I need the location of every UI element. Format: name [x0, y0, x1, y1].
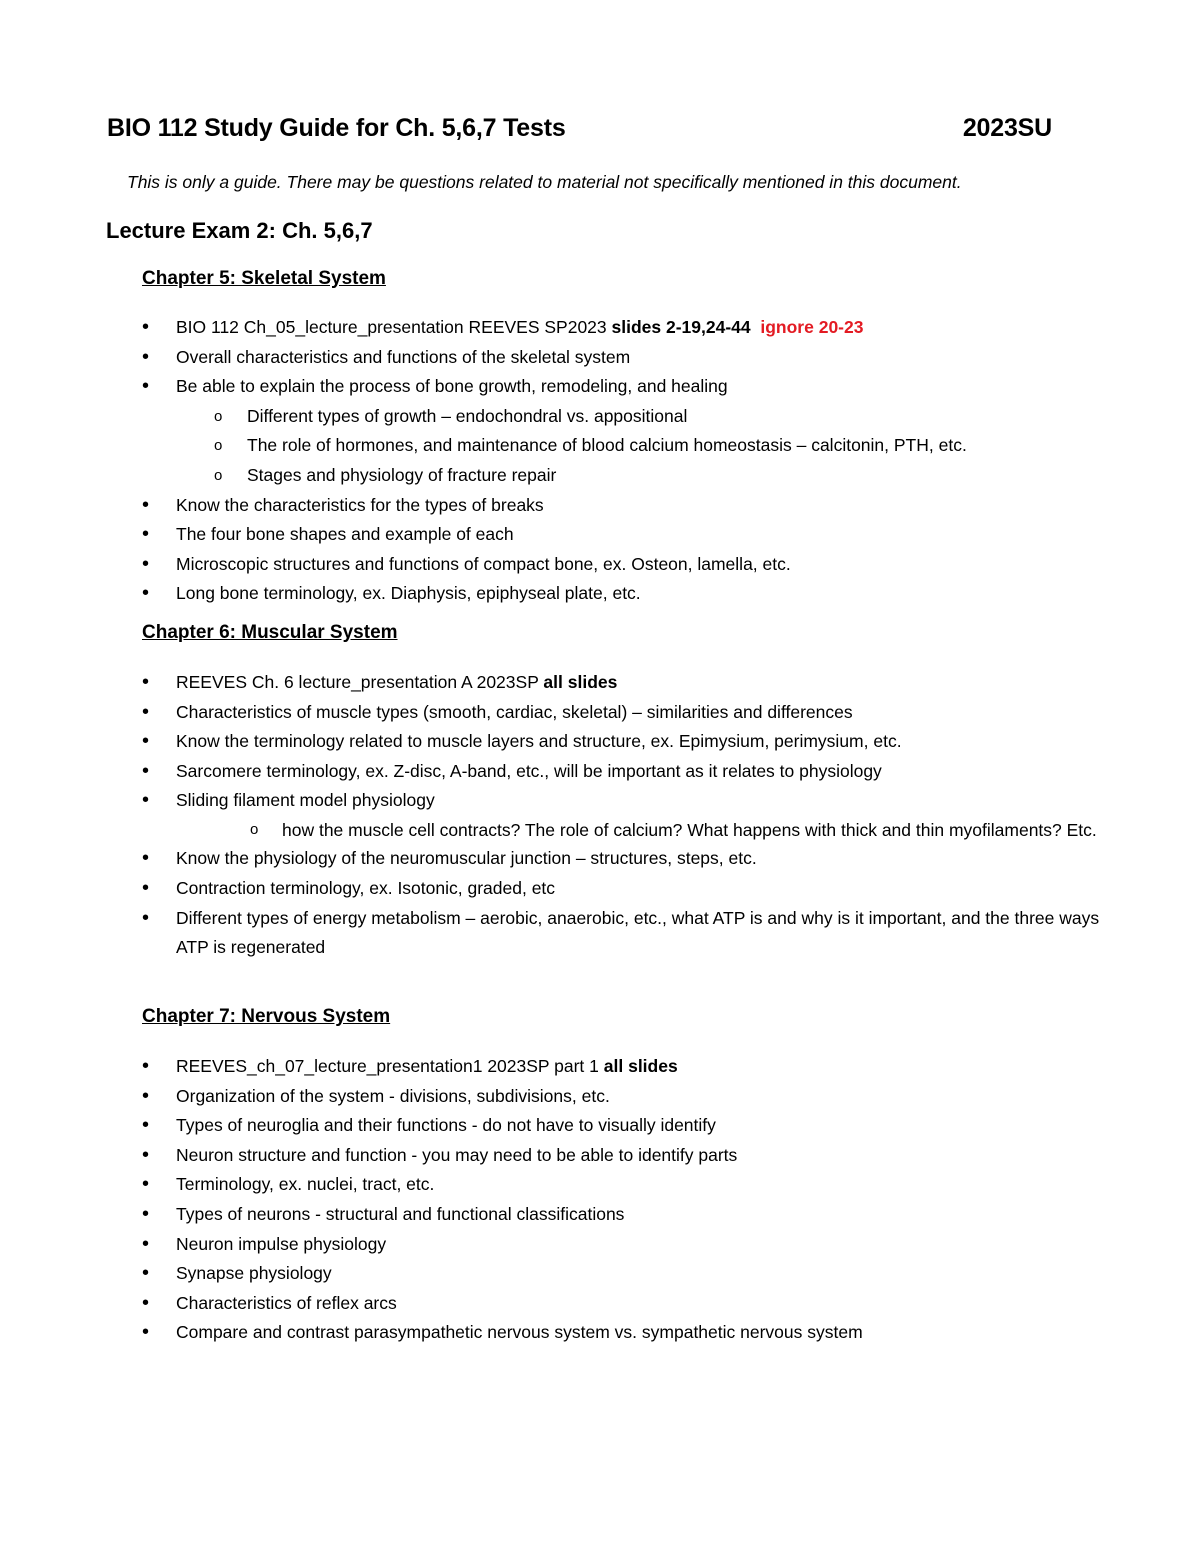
list-item: • Different types of energy metabolism – aerobic, anaerobic, etc., what ATP is and why is it important, and the three ways ATP is regenerated — [142, 904, 1102, 963]
term-label: 2023SU — [962, 114, 1052, 142]
exam-heading: Lecture Exam 2: Ch. 5,6,7 — [106, 218, 373, 243]
list-item: • Microscopic structures and functions of compact bone, ex. Osteon, lamella, etc. — [142, 550, 1102, 580]
list-item: • REEVES Ch. 6 lecture_presentation A 2023SP all slides — [142, 668, 1102, 698]
list-item: • Be able to explain the process of bone growth, remodeling, and healing — [142, 372, 1102, 402]
list-item: • Overall characteristics and functions of the skeletal system — [142, 343, 1102, 373]
chapter7-heading: Chapter 7: Nervous System — [142, 1006, 391, 1027]
list-item: • Neuron impulse physiology — [142, 1230, 1102, 1260]
sub-list-item: o Different types of growth – endochondral vs. appositional — [142, 402, 1102, 432]
chapter6-list — [142, 668, 1102, 963]
list-item: • Synapse physiology — [142, 1259, 1102, 1289]
list-item: • Long bone terminology, ex. Diaphysis, epiphyseal plate, etc. — [142, 579, 1102, 609]
chapter6-heading: Chapter 6: Muscular System — [142, 622, 398, 643]
sub-list-item: o how the muscle cell contracts? The role of calcium? What happens with thick and thin myofilaments? Etc. — [142, 816, 1102, 845]
list-item: • The four bone shapes and example of each — [142, 520, 1102, 550]
ignore-note: ignore 20-23 — [760, 317, 864, 337]
list-item: • Know the physiology of the neuromuscular junction – structures, steps, etc. — [142, 844, 1102, 874]
document-title: BIO 112 Study Guide for Ch. 5,6,7 Tests — [107, 114, 566, 142]
list-item: • Terminology, ex. nuclei, tract, etc. — [142, 1170, 1102, 1200]
list-item: • Know the characteristics for the types of breaks — [142, 491, 1102, 521]
list-item: • Organization of the system - divisions, subdivisions, etc. — [142, 1082, 1102, 1112]
list-item: • Neuron structure and function - you may need to be able to identify parts — [142, 1141, 1102, 1171]
list-item: • Sliding filament model physiology — [142, 786, 1102, 816]
list-item: • Sarcomere terminology, ex. Z-disc, A-band, etc., will be important as it relates to physiology — [142, 757, 1102, 787]
chapter7-list — [142, 1052, 1102, 1348]
chapter5-heading: Chapter 5: Skeletal System — [142, 268, 386, 289]
list-item: • Contraction terminology, ex. Isotonic, graded, etc — [142, 874, 1102, 904]
list-item: • BIO 112 Ch_05_lecture_presentation REEVES SP2023 slides 2-19,24-44 ignore 20-23 — [142, 313, 1102, 343]
list-item: • Characteristics of reflex arcs — [142, 1289, 1102, 1319]
list-item: • Know the terminology related to muscle layers and structure, ex. Epimysium, perimysium, etc. — [142, 727, 1102, 757]
sub-list-item: o Stages and physiology of fracture repair — [142, 461, 1102, 491]
list-item: • Compare and contrast parasympathetic nervous system vs. sympathetic nervous system — [142, 1318, 1102, 1348]
list-item: • Types of neuroglia and their functions - do not have to visually identify — [142, 1111, 1102, 1141]
title-row — [107, 114, 1052, 143]
list-item: • REEVES_ch_07_lecture_presentation1 2023SP part 1 all slides — [142, 1052, 1102, 1082]
list-item: • Characteristics of muscle types (smooth, cardiac, skeletal) – similarities and differences — [142, 698, 1102, 728]
disclaimer: This is only a guide. There may be questions related to material not specifically mentioned in this document. — [127, 172, 962, 192]
sub-list-item: o The role of hormones, and maintenance of blood calcium homeostasis – calcitonin, PTH, etc. — [142, 431, 1102, 461]
list-item: • Types of neurons - structural and functional classifications — [142, 1200, 1102, 1230]
chapter5-list — [142, 313, 1102, 609]
